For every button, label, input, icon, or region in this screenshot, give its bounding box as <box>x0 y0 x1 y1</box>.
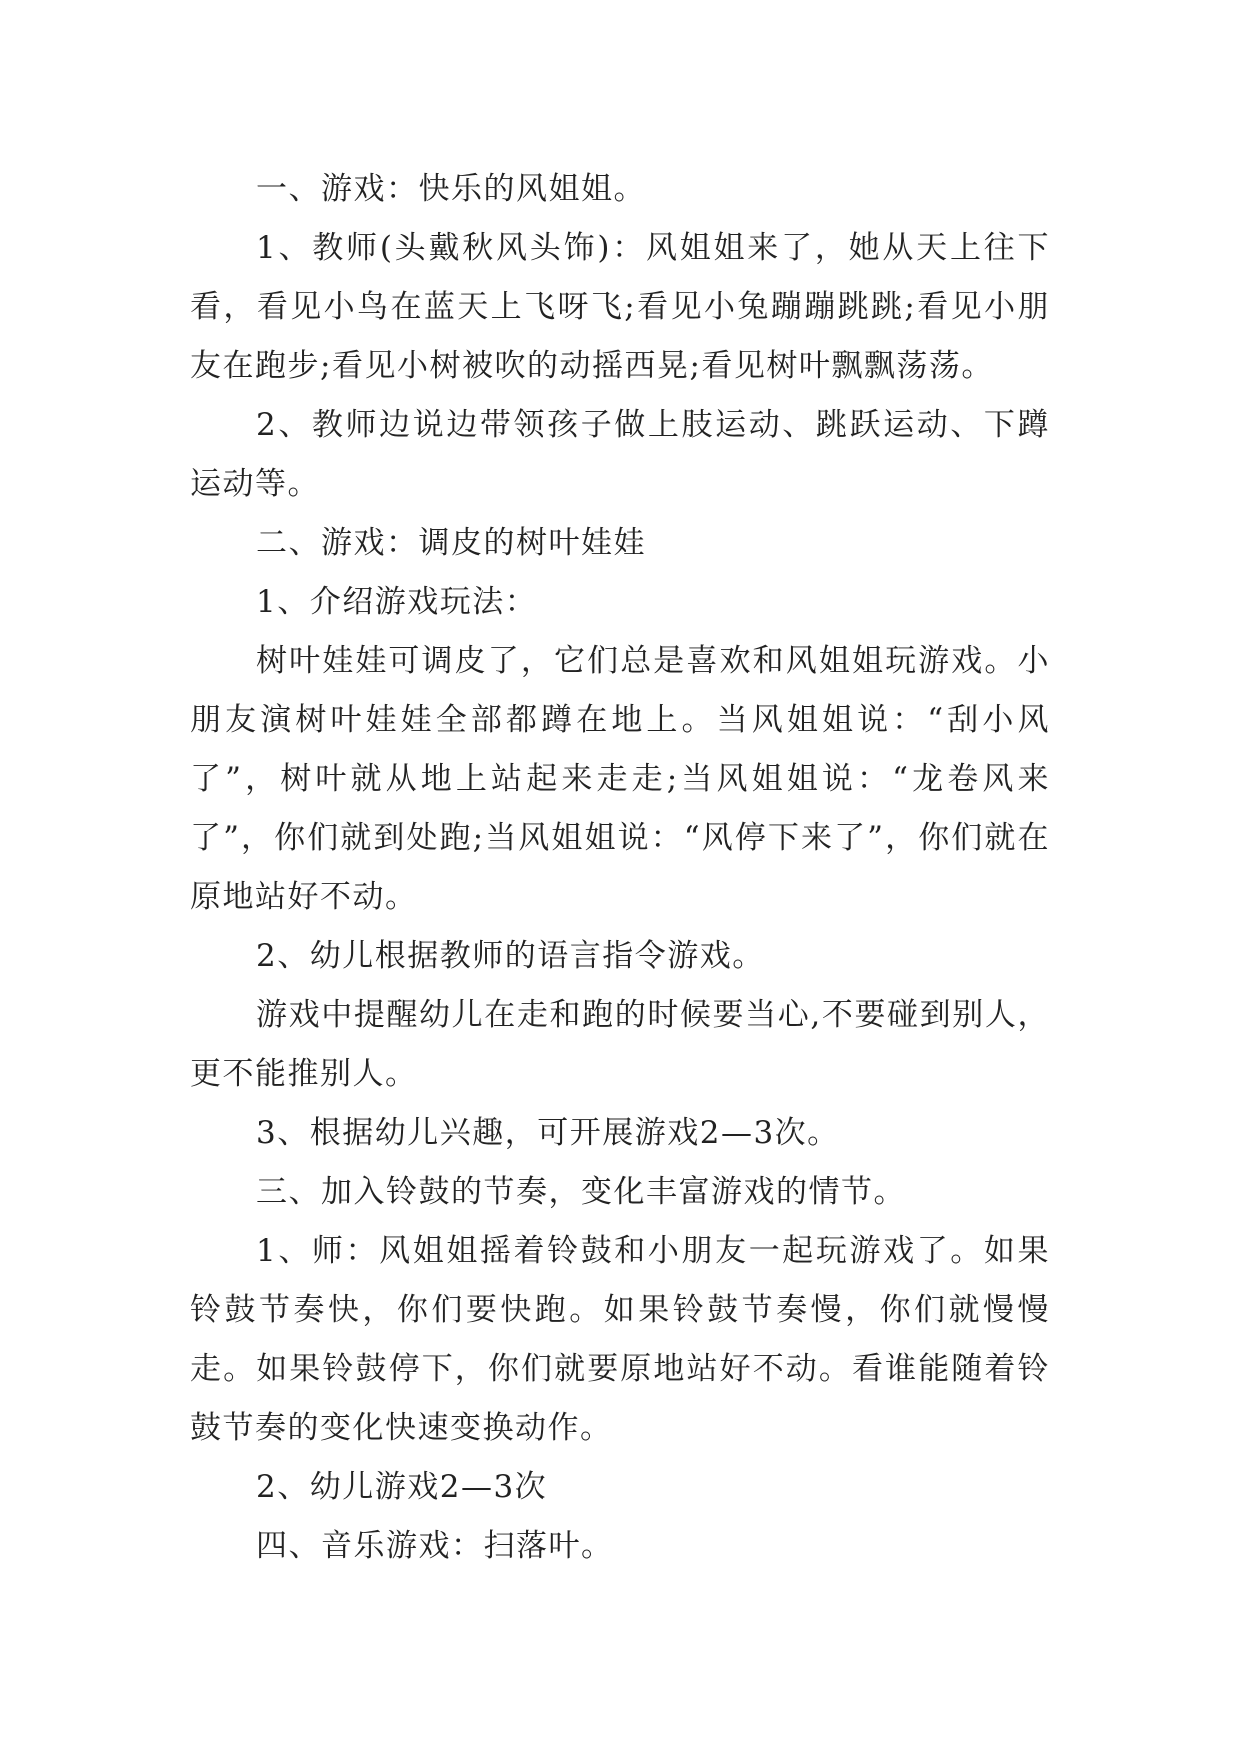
paragraph-1-1: 1、教师(头戴秋风头饰)：风姐姐来了，她从天上往下看，看见小鸟在蓝天上飞呀飞;看见小兔蹦蹦跳跳;看见小朋友在跑步;看见小树被吹的动摇西晃;看见树叶飘飘荡荡。 <box>190 230 1050 384</box>
section-heading-1: 一、游戏：快乐的风姐姐。 <box>256 171 646 207</box>
paragraph-1-2: 2、教师边说边带领孩子做上肢运动、跳跃运动、下蹲运动等。 <box>190 407 1050 502</box>
section-heading-4: 四、音乐游戏：扫落叶。 <box>256 1528 614 1564</box>
document-body <box>190 160 1050 1576</box>
paragraph-2-2: 2、幼儿根据教师的语言指令游戏。 <box>256 938 765 974</box>
paragraph-2-3: 3、根据幼儿兴趣，可开展游戏2—3次。 <box>256 1115 840 1151</box>
paragraph-2-reminder: 游戏中提醒幼儿在走和跑的时候要当心,不要碰到别人，更不能推别人。 <box>190 997 1050 1092</box>
paragraph-3-1: 1、师：风姐姐摇着铃鼓和小朋友一起玩游戏了。如果铃鼓节奏快，你们要快跑。如果铃鼓节奏慢，你们就慢慢走。如果铃鼓停下，你们就要原地站好不动。看谁能随着铃鼓节奏的变化快速变换动作。 <box>190 1233 1050 1446</box>
paragraph-3-2: 2、幼儿游戏2—3次 <box>256 1469 548 1505</box>
section-heading-2: 二、游戏：调皮的树叶娃娃 <box>256 525 646 561</box>
section-heading-3: 三、加入铃鼓的节奏，变化丰富游戏的情节。 <box>256 1174 906 1210</box>
paragraph-2-1: 1、介绍游戏玩法： <box>256 584 538 620</box>
paragraph-2-rules: 树叶娃娃可调皮了，它们总是喜欢和风姐姐玩游戏。小朋友演树叶娃娃全部都蹲在地上。当风姐姐说：“刮小风了”，树叶就从地上站起来走走;当风姐姐说：“龙卷风来了”，你们就到处跑;当风姐姐说：“风停下来了”，你们就在原地站好不动。 <box>190 643 1050 915</box>
